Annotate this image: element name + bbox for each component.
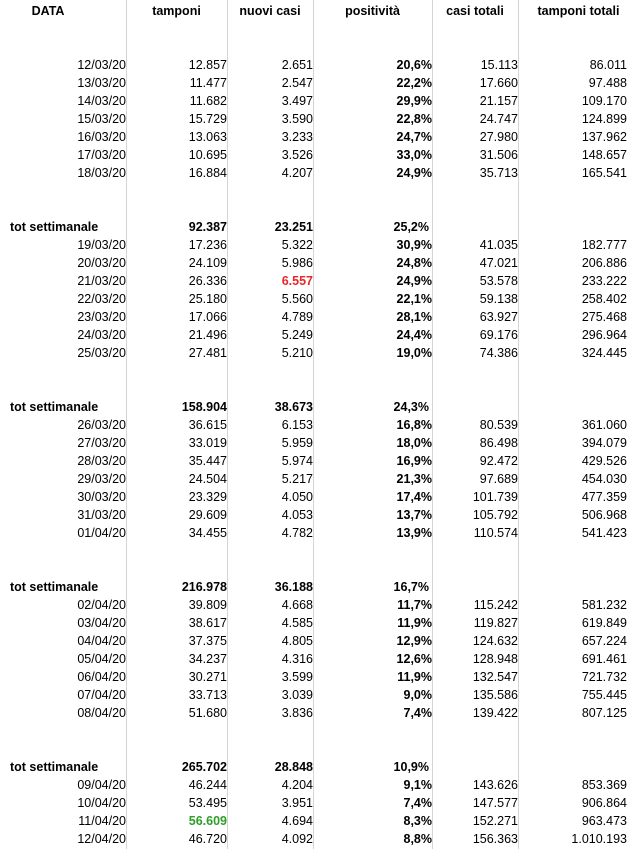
table-row <box>0 776 639 794</box>
cell-nuovi-casi[interactable]: 6.153 <box>281 418 313 432</box>
cell-nuovi-casi[interactable]: 3.590 <box>281 112 313 126</box>
cell-tamponi[interactable]: 46.244 <box>188 778 227 792</box>
cell-casi-totali[interactable]: 132.547 <box>472 670 518 684</box>
cell-tamponi[interactable]: 26.336 <box>188 274 227 288</box>
weekly-total-row <box>0 398 639 416</box>
cell-tamponi-totali[interactable]: 361.060 <box>581 418 627 432</box>
cell-positivita[interactable]: 12,6% <box>396 652 432 666</box>
header-data[interactable]: DATA <box>31 4 65 18</box>
cell-casi-totali[interactable]: 156.363 <box>472 832 518 846</box>
cell-tamponi[interactable]: 33.713 <box>188 688 227 702</box>
weekly-total-tamponi[interactable]: 265.702 <box>181 760 227 774</box>
cell-nuovi-casi[interactable]: 4.092 <box>281 832 313 846</box>
cell-casi-totali[interactable]: 41.035 <box>479 238 518 252</box>
header-positivita[interactable]: positività <box>345 4 400 18</box>
cell-casi-totali[interactable]: 24.747 <box>479 112 518 126</box>
cell-casi-totali[interactable]: 27.980 <box>479 130 518 144</box>
cell-casi-totali[interactable]: 119.827 <box>473 616 518 630</box>
cell-date[interactable]: 28/03/20 <box>77 454 126 468</box>
cell-casi-totali[interactable]: 17.660 <box>479 76 518 90</box>
cell-nuovi-casi[interactable]: 5.986 <box>281 256 313 270</box>
cell-tamponi[interactable]: 11.477 <box>189 76 227 90</box>
cell-tamponi-totali[interactable]: 86.011 <box>589 58 627 72</box>
cell-tamponi-totali[interactable]: 506.968 <box>581 508 627 522</box>
cell-date[interactable]: 11/04/20 <box>78 814 126 828</box>
cell-date[interactable]: 07/04/20 <box>77 688 126 702</box>
table-row <box>0 254 639 272</box>
cell-tamponi-totali[interactable]: 324.445 <box>581 346 627 360</box>
cell-tamponi-totali[interactable]: 657.224 <box>581 634 627 648</box>
cell-casi-totali[interactable]: 63.927 <box>479 310 518 324</box>
cell-tamponi[interactable]: 25.180 <box>188 292 227 306</box>
cell-tamponi-totali[interactable]: 807.125 <box>581 706 627 720</box>
cell-positivita[interactable]: 8,8% <box>403 832 432 846</box>
cell-tamponi[interactable]: 17.066 <box>188 310 227 324</box>
cell-nuovi-casi[interactable]: 4.694 <box>281 814 313 828</box>
cell-casi-totali[interactable]: 139.422 <box>472 706 518 720</box>
cell-casi-totali[interactable]: 35.713 <box>479 166 518 180</box>
cell-positivita[interactable]: 16,9% <box>396 454 432 468</box>
table-row <box>0 164 639 182</box>
table-row <box>0 488 639 506</box>
cell-tamponi[interactable]: 38.617 <box>188 616 227 630</box>
weekly-total-label[interactable]: tot settimanale <box>10 400 99 414</box>
cell-positivita[interactable]: 24,9% <box>396 274 432 288</box>
cell-nuovi-casi[interactable]: 4.782 <box>281 526 313 540</box>
cell-nuovi-casi[interactable]: 4.805 <box>281 634 313 648</box>
table-row <box>0 812 639 830</box>
cell-casi-totali[interactable]: 15.113 <box>480 58 518 72</box>
cell-tamponi[interactable]: 46.720 <box>188 832 227 846</box>
cell-nuovi-casi[interactable]: 3.039 <box>281 688 313 702</box>
table-row <box>0 434 639 452</box>
cell-date[interactable]: 02/04/20 <box>77 598 126 612</box>
cell-casi-totali[interactable]: 105.792 <box>472 508 518 522</box>
cell-casi-totali[interactable]: 124.632 <box>472 634 518 648</box>
cell-tamponi-totali[interactable]: 454.030 <box>581 472 627 486</box>
weekly-total-tamponi[interactable]: 216.978 <box>181 580 227 594</box>
cell-positivita[interactable]: 24,4% <box>396 328 432 342</box>
cell-date[interactable]: 12/04/20 <box>77 832 126 846</box>
cell-tamponi[interactable]: 34.455 <box>188 526 227 540</box>
cell-tamponi-totali[interactable]: 755.445 <box>581 688 627 702</box>
cell-positivita[interactable]: 13,7% <box>396 508 432 522</box>
cell-tamponi[interactable]: 53.495 <box>188 796 227 810</box>
cell-tamponi[interactable]: 51.680 <box>188 706 227 720</box>
table-row <box>0 596 639 614</box>
weekly-total-nuovi-casi[interactable]: 36.188 <box>274 580 313 594</box>
cell-tamponi[interactable]: 34.237 <box>188 652 227 666</box>
cell-date[interactable]: 25/03/20 <box>77 346 126 360</box>
cell-positivita[interactable]: 8,3% <box>403 814 432 828</box>
cell-tamponi[interactable]: 30.271 <box>188 670 227 684</box>
cell-tamponi-totali[interactable]: 296.964 <box>581 328 627 342</box>
cell-casi-totali[interactable]: 152.271 <box>472 814 518 828</box>
cell-date[interactable]: 06/04/20 <box>77 670 126 684</box>
cell-tamponi-totali[interactable]: 906.864 <box>581 796 627 810</box>
table-row <box>0 416 639 434</box>
cell-nuovi-casi[interactable]: 5.322 <box>281 238 313 252</box>
cell-nuovi-casi[interactable]: 3.951 <box>281 796 313 810</box>
cell-date[interactable]: 05/04/20 <box>77 652 126 666</box>
cell-tamponi-totali[interactable]: 124.899 <box>581 112 627 126</box>
cell-casi-totali[interactable]: 80.539 <box>479 418 518 432</box>
cell-nuovi-casi[interactable]: 3.836 <box>281 706 313 720</box>
cell-positivita[interactable]: 24,9% <box>396 166 432 180</box>
table-row <box>0 272 639 290</box>
table-row <box>0 524 639 542</box>
cell-tamponi-totali[interactable]: 963.473 <box>581 814 627 828</box>
cell-tamponi[interactable]: 12.857 <box>188 58 227 72</box>
cell-nuovi-casi[interactable]: 4.668 <box>281 598 313 612</box>
cell-tamponi[interactable]: 15.729 <box>188 112 227 126</box>
cell-nuovi-casi[interactable]: 4.207 <box>281 166 313 180</box>
cell-positivita[interactable]: 17,4% <box>396 490 432 504</box>
cell-nuovi-casi[interactable]: 5.217 <box>281 472 313 486</box>
cell-date[interactable]: 12/03/20 <box>77 58 126 72</box>
table-row <box>0 668 639 686</box>
cell-casi-totali[interactable]: 143.626 <box>472 778 518 792</box>
weekly-total-positivita[interactable]: 24,3% <box>393 400 429 414</box>
cell-tamponi-totali[interactable]: 477.359 <box>581 490 627 504</box>
cell-positivita[interactable]: 29,9% <box>396 94 432 108</box>
cell-tamponi-totali[interactable]: 275.468 <box>581 310 627 324</box>
weekly-total-positivita[interactable]: 16,7% <box>393 580 429 594</box>
cell-tamponi[interactable]: 36.615 <box>188 418 227 432</box>
cell-tamponi[interactable]: 24.504 <box>188 472 227 486</box>
cell-casi-totali[interactable]: 128.948 <box>472 652 518 666</box>
cell-nuovi-casi[interactable]: 4.204 <box>281 778 313 792</box>
cell-casi-totali[interactable]: 147.577 <box>472 796 518 810</box>
table-row <box>0 110 639 128</box>
cell-casi-totali[interactable]: 69.176 <box>479 328 518 342</box>
cell-nuovi-casi[interactable]: 5.249 <box>281 328 313 342</box>
weekly-total-row <box>0 218 639 236</box>
cell-tamponi[interactable]: 16.884 <box>188 166 227 180</box>
cell-tamponi-totali[interactable]: 581.232 <box>581 598 627 612</box>
cell-tamponi-totali[interactable]: 691.461 <box>581 652 627 666</box>
cell-tamponi-totali[interactable]: 1.010.193 <box>571 832 627 846</box>
weekly-total-row <box>0 758 639 776</box>
cell-tamponi[interactable]: 29.609 <box>188 508 227 522</box>
cell-tamponi[interactable]: 17.236 <box>188 238 227 252</box>
cell-tamponi-totali[interactable]: 206.886 <box>581 256 627 270</box>
cell-tamponi-totali[interactable]: 394.079 <box>581 436 627 450</box>
weekly-total-nuovi-casi[interactable]: 28.848 <box>274 760 313 774</box>
cell-positivita[interactable]: 24,7% <box>396 130 432 144</box>
cell-casi-totali[interactable]: 47.021 <box>479 256 518 270</box>
cell-casi-totali[interactable]: 59.138 <box>479 292 518 306</box>
cell-tamponi-totali[interactable]: 853.369 <box>581 778 627 792</box>
cell-date[interactable]: 24/03/20 <box>77 328 126 342</box>
cell-tamponi-totali[interactable]: 97.488 <box>588 76 627 90</box>
cell-date[interactable]: 19/03/20 <box>77 238 126 252</box>
cell-casi-totali[interactable]: 53.578 <box>479 274 518 288</box>
cell-positivita[interactable]: 24,8% <box>396 256 432 270</box>
table-row <box>0 704 639 722</box>
header-row <box>0 2 639 20</box>
table-row <box>0 74 639 92</box>
cell-nuovi-casi[interactable]: 3.497 <box>281 94 313 108</box>
cell-nuovi-casi[interactable]: 4.316 <box>281 652 313 666</box>
weekly-total-row <box>0 578 639 596</box>
table-row <box>0 614 639 632</box>
cell-casi-totali[interactable]: 31.506 <box>479 148 518 162</box>
weekly-total-tamponi[interactable]: 158.904 <box>181 400 227 414</box>
cell-positivita[interactable]: 16,8% <box>396 418 432 432</box>
cell-positivita[interactable]: 33,0% <box>396 148 432 162</box>
header-nuovi-casi[interactable]: nuovi casi <box>239 4 301 18</box>
cell-date[interactable]: 09/04/20 <box>77 778 126 792</box>
table-row <box>0 344 639 362</box>
cell-date[interactable]: 13/03/20 <box>77 76 126 90</box>
cell-date[interactable]: 26/03/20 <box>77 418 126 432</box>
cell-tamponi[interactable]: 35.447 <box>188 454 227 468</box>
table-row <box>0 632 639 650</box>
cell-casi-totali[interactable]: 110.574 <box>473 526 518 540</box>
cell-nuovi-casi[interactable]: 4.789 <box>281 310 313 324</box>
table-row <box>0 308 639 326</box>
weekly-total-tamponi[interactable]: 92.387 <box>188 220 227 234</box>
cell-tamponi[interactable]: 33.019 <box>188 436 227 450</box>
cell-positivita[interactable]: 11,9% <box>397 670 432 684</box>
cell-date[interactable]: 18/03/20 <box>77 166 126 180</box>
cell-casi-totali[interactable]: 97.689 <box>479 472 518 486</box>
cell-positivita[interactable]: 19,0% <box>396 346 432 360</box>
cell-tamponi[interactable]: 27.481 <box>188 346 227 360</box>
cell-casi-totali[interactable]: 92.472 <box>479 454 518 468</box>
cell-date[interactable]: 22/03/20 <box>77 292 126 306</box>
cell-nuovi-casi[interactable]: 3.526 <box>281 148 313 162</box>
cell-nuovi-casi[interactable]: 5.959 <box>281 436 313 450</box>
cell-casi-totali[interactable]: 135.586 <box>472 688 518 702</box>
cell-tamponi[interactable]: 23.329 <box>188 490 227 504</box>
cell-tamponi-totali[interactable]: 429.526 <box>581 454 627 468</box>
cell-casi-totali[interactable]: 115.242 <box>473 598 518 612</box>
cell-tamponi-totali[interactable]: 109.170 <box>581 94 627 108</box>
cell-casi-totali[interactable]: 101.739 <box>472 490 518 504</box>
table-row <box>0 506 639 524</box>
table-row <box>0 326 639 344</box>
table-row <box>0 470 639 488</box>
cell-tamponi-totali[interactable]: 137.962 <box>581 130 627 144</box>
table-row <box>0 686 639 704</box>
cell-date[interactable]: 01/04/20 <box>77 526 126 540</box>
weekly-total-nuovi-casi[interactable]: 38.673 <box>274 400 313 414</box>
cell-positivita[interactable]: 18,0% <box>396 436 432 450</box>
table-row <box>0 56 639 74</box>
cell-tamponi-totali[interactable]: 233.222 <box>581 274 627 288</box>
weekly-total-nuovi-casi[interactable]: 23.251 <box>274 220 313 234</box>
cell-date[interactable]: 21/03/20 <box>77 274 126 288</box>
cell-positivita[interactable]: 9,0% <box>403 688 432 702</box>
cell-nuovi-casi[interactable]: 5.974 <box>281 454 313 468</box>
cell-date[interactable]: 30/03/20 <box>77 490 126 504</box>
cell-nuovi-casi[interactable]: 4.585 <box>281 616 313 630</box>
cell-positivita[interactable]: 28,1% <box>396 310 432 324</box>
cell-tamponi-totali[interactable]: 148.657 <box>581 148 627 162</box>
table-row <box>0 146 639 164</box>
cell-positivita[interactable]: 7,4% <box>403 706 432 720</box>
cell-positivita[interactable]: 20,6% <box>396 58 432 72</box>
cell-date[interactable]: 10/04/20 <box>77 796 126 810</box>
cell-date[interactable]: 29/03/20 <box>77 472 126 486</box>
cell-nuovi-casi[interactable]: 5.210 <box>281 346 313 360</box>
cell-tamponi[interactable]: 37.375 <box>188 634 227 648</box>
cell-nuovi-casi[interactable]: 5.560 <box>281 292 313 306</box>
cell-positivita[interactable]: 22,2% <box>396 76 432 90</box>
weekly-total-positivita[interactable]: 25,2% <box>393 220 429 234</box>
table-row <box>0 794 639 812</box>
cell-nuovi-casi[interactable]: 3.233 <box>281 130 313 144</box>
cell-positivita[interactable]: 7,4% <box>403 796 432 810</box>
cell-positivita[interactable]: 11,7% <box>397 598 432 612</box>
weekly-total-label[interactable]: tot settimanale <box>10 760 99 774</box>
cell-positivita[interactable]: 11,9% <box>397 616 432 630</box>
table-row <box>0 92 639 110</box>
table-row <box>0 452 639 470</box>
cell-date[interactable]: 20/03/20 <box>77 256 126 270</box>
cell-date[interactable]: 08/04/20 <box>77 706 126 720</box>
cell-casi-totali[interactable]: 86.498 <box>479 436 518 450</box>
table-row <box>0 650 639 668</box>
cell-date[interactable]: 31/03/20 <box>77 508 126 522</box>
cell-casi-totali[interactable]: 21.157 <box>479 94 518 108</box>
cell-positivita[interactable]: 9,1% <box>403 778 432 792</box>
cell-positivita[interactable]: 22,8% <box>396 112 432 126</box>
cell-tamponi[interactable]: 39.809 <box>188 598 227 612</box>
cell-tamponi-totali[interactable]: 165.541 <box>581 166 627 180</box>
cell-nuovi-casi[interactable]: 4.050 <box>281 490 313 504</box>
cell-tamponi-totali[interactable]: 721.732 <box>581 670 627 684</box>
cell-nuovi-casi[interactable]: 3.599 <box>281 670 313 684</box>
cell-date[interactable]: 15/03/20 <box>77 112 126 126</box>
header-casi-totali[interactable]: casi totali <box>446 4 504 18</box>
cell-date[interactable]: 27/03/20 <box>77 436 126 450</box>
table-row <box>0 128 639 146</box>
cell-date[interactable]: 17/03/20 <box>77 148 126 162</box>
cell-tamponi[interactable]: 21.496 <box>188 328 227 342</box>
cell-date[interactable]: 23/03/20 <box>77 310 126 324</box>
cell-tamponi[interactable]: 13.063 <box>188 130 227 144</box>
weekly-total-positivita[interactable]: 10,9% <box>393 760 429 774</box>
cell-positivita[interactable]: 21,3% <box>396 472 432 486</box>
cell-positivita[interactable]: 13,9% <box>396 526 432 540</box>
header-tamponi[interactable]: tamponi <box>152 4 201 18</box>
table-row <box>0 290 639 308</box>
header-tamponi-totali[interactable]: tamponi totali <box>537 4 620 18</box>
cell-tamponi[interactable]: 11.682 <box>189 94 227 108</box>
cell-tamponi[interactable]: 10.695 <box>188 148 227 162</box>
cell-tamponi-totali[interactable]: 182.777 <box>581 238 627 252</box>
cell-tamponi[interactable]: 24.109 <box>188 256 227 270</box>
cell-date[interactable]: 04/04/20 <box>77 634 126 648</box>
cell-tamponi-totali[interactable]: 541.423 <box>581 526 627 540</box>
cell-casi-totali[interactable]: 74.386 <box>479 346 518 360</box>
weekly-total-label[interactable]: tot settimanale <box>10 220 99 234</box>
cell-date[interactable]: 16/03/20 <box>77 130 126 144</box>
cell-positivita[interactable]: 12,9% <box>396 634 432 648</box>
cell-date[interactable]: 03/04/20 <box>77 616 126 630</box>
cell-nuovi-casi[interactable]: 2.651 <box>281 58 313 72</box>
cell-date[interactable]: 14/03/20 <box>77 94 126 108</box>
cell-tamponi-totali[interactable]: 619.849 <box>581 616 627 630</box>
table-row <box>0 236 639 254</box>
cell-nuovi-casi[interactable]: 6.557 <box>281 274 313 288</box>
cell-nuovi-casi[interactable]: 2.547 <box>281 76 313 90</box>
weekly-total-label[interactable]: tot settimanale <box>10 580 99 594</box>
table-row <box>0 830 639 848</box>
cell-tamponi[interactable]: 56.609 <box>188 814 227 828</box>
cell-tamponi-totali[interactable]: 258.402 <box>581 292 627 306</box>
cell-nuovi-casi[interactable]: 4.053 <box>281 508 313 522</box>
cell-positivita[interactable]: 22,1% <box>396 292 432 306</box>
cell-positivita[interactable]: 30,9% <box>396 238 432 252</box>
